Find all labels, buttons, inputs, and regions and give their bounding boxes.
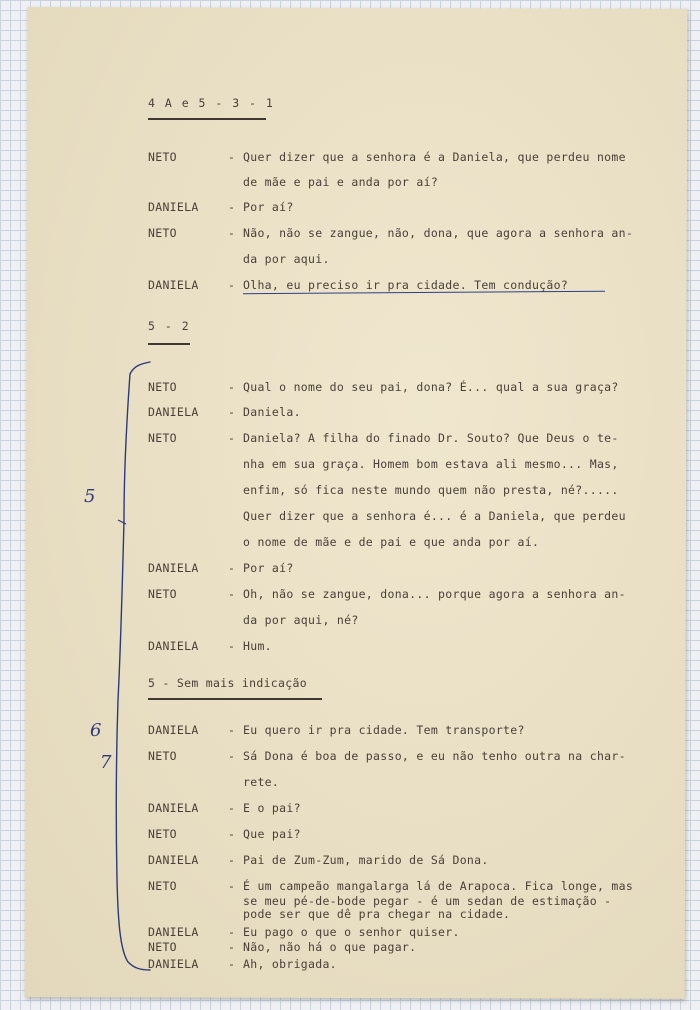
dialogue-line: enfim, só fica neste mundo quem não presta, né?..... [243, 483, 619, 497]
dialogue-dash: - [228, 431, 235, 445]
speaker-name: NETO [148, 431, 177, 445]
dialogue-line: Por aí? [243, 200, 294, 214]
dialogue-line: nha em sua graça. Homem bom estava ali mesmo... Mas, [243, 457, 619, 471]
dialogue-dash: - [228, 853, 235, 867]
dialogue-line: da por aqui. [243, 252, 330, 266]
dialogue-line: Não, não se zangue, não, dona, que agora a senhora an- [243, 226, 634, 240]
dialogue-dash: - [228, 749, 235, 763]
dialogue-dash: - [228, 827, 235, 841]
dialogue-dash: - [228, 150, 235, 164]
speaker-name: DANIELA [148, 561, 199, 575]
dialogue-dash: - [228, 226, 235, 240]
dialogue-line: Que pai? [243, 827, 301, 841]
dialogue-line: E o pai? [243, 801, 301, 815]
dialogue-line: Quer dizer que a senhora é... é a Daniela, que perdeu [243, 509, 626, 523]
dialogue-dash: - [228, 879, 235, 893]
speaker-name: DANIELA [148, 801, 199, 815]
margin-note: 5 [84, 486, 96, 507]
dialogue-dash: - [228, 380, 235, 394]
dialogue-line: Eu quero ir pra cidade. Tem transporte? [243, 723, 525, 737]
dialogue-dash: - [228, 639, 235, 653]
speaker-name: DANIELA [148, 278, 199, 292]
speaker-name: DANIELA [148, 723, 199, 737]
dialogue-line: Eu pago o que o senhor quiser. [243, 925, 460, 939]
dialogue-line: Daniela. [243, 405, 301, 419]
dialogue-dash: - [228, 200, 235, 214]
speaker-name: NETO [148, 940, 177, 954]
speaker-name: NETO [148, 150, 177, 164]
dialogue-dash: - [228, 561, 235, 575]
dialogue-line: Hum. [243, 639, 272, 653]
heading-scene-bottom: 5 - Sem mais indicação [148, 676, 307, 690]
dialogue-line: se meu pé-de-bode pegar - é um sedan de estimação - [243, 894, 612, 908]
dialogue-line: Sá Dona é boa de passo, e eu não tenho outra na char- [243, 749, 626, 763]
dialogue-line: É um campeão mangalarga lá de Arapoca. Fica longe, mas [243, 879, 634, 893]
dialogue-dash: - [228, 587, 235, 601]
dialogue-line: Qual o nome do seu pai, dona? É... qual a sua graça? [243, 380, 619, 394]
dialogue-line: Daniela? A filha do finado Dr. Souto? Que Deus o te- [243, 431, 619, 445]
dialogue-line: Por aí? [243, 561, 294, 575]
dialogue-line: rete. [243, 775, 280, 789]
margin-note: 7 [100, 752, 112, 773]
dialogue-line: da por aqui, né? [243, 613, 359, 627]
dialogue-dash: - [228, 925, 235, 939]
dialogue-line: Não, não há o que pagar. [243, 940, 417, 954]
heading-underline [148, 118, 266, 120]
dialogue-dash: - [228, 957, 235, 971]
speaker-name: NETO [148, 587, 177, 601]
dialogue-line: pode ser que dê pra chegar na cidade. [243, 907, 511, 921]
dialogue-dash: - [228, 801, 235, 815]
speaker-name: NETO [148, 380, 177, 394]
speaker-name: NETO [148, 226, 177, 240]
dialogue-dash: - [228, 278, 235, 292]
speaker-name: DANIELA [148, 405, 199, 419]
speaker-name: NETO [148, 879, 177, 893]
dialogue-line: o nome de mãe e de pai e que anda por aí. [243, 535, 540, 549]
speaker-name: DANIELA [148, 957, 199, 971]
dialogue-dash: - [228, 405, 235, 419]
dialogue-line: Pai de Zum-Zum, marido de Sá Dona. [243, 853, 489, 867]
dialogue-dash: - [228, 723, 235, 737]
dialogue-line: de mãe e pai e anda por aí? [243, 175, 439, 189]
margin-note: 6 [90, 720, 102, 741]
speaker-name: NETO [148, 827, 177, 841]
heading-scene-mid: 5 - 2 [148, 319, 191, 333]
speaker-name: DANIELA [148, 200, 199, 214]
dialogue-line: Olha, eu preciso ir pra cidade. Tem condução? [243, 278, 569, 292]
speaker-name: NETO [148, 749, 177, 763]
dialogue-dash: - [228, 940, 235, 954]
heading-underline [148, 698, 322, 700]
speaker-name: DANIELA [148, 925, 199, 939]
speaker-name: DANIELA [148, 639, 199, 653]
dialogue-line: Oh, não se zangue, dona... porque agora a senhora an- [243, 587, 626, 601]
heading-scene-top: 4 A e 5 - 3 - 1 [148, 96, 275, 110]
dialogue-line: Ah, obrigada. [243, 957, 337, 971]
dialogue-line: Quer dizer que a senhora é a Daniela, que perdeu nome [243, 150, 626, 164]
heading-underline [148, 343, 190, 345]
speaker-name: DANIELA [148, 853, 199, 867]
